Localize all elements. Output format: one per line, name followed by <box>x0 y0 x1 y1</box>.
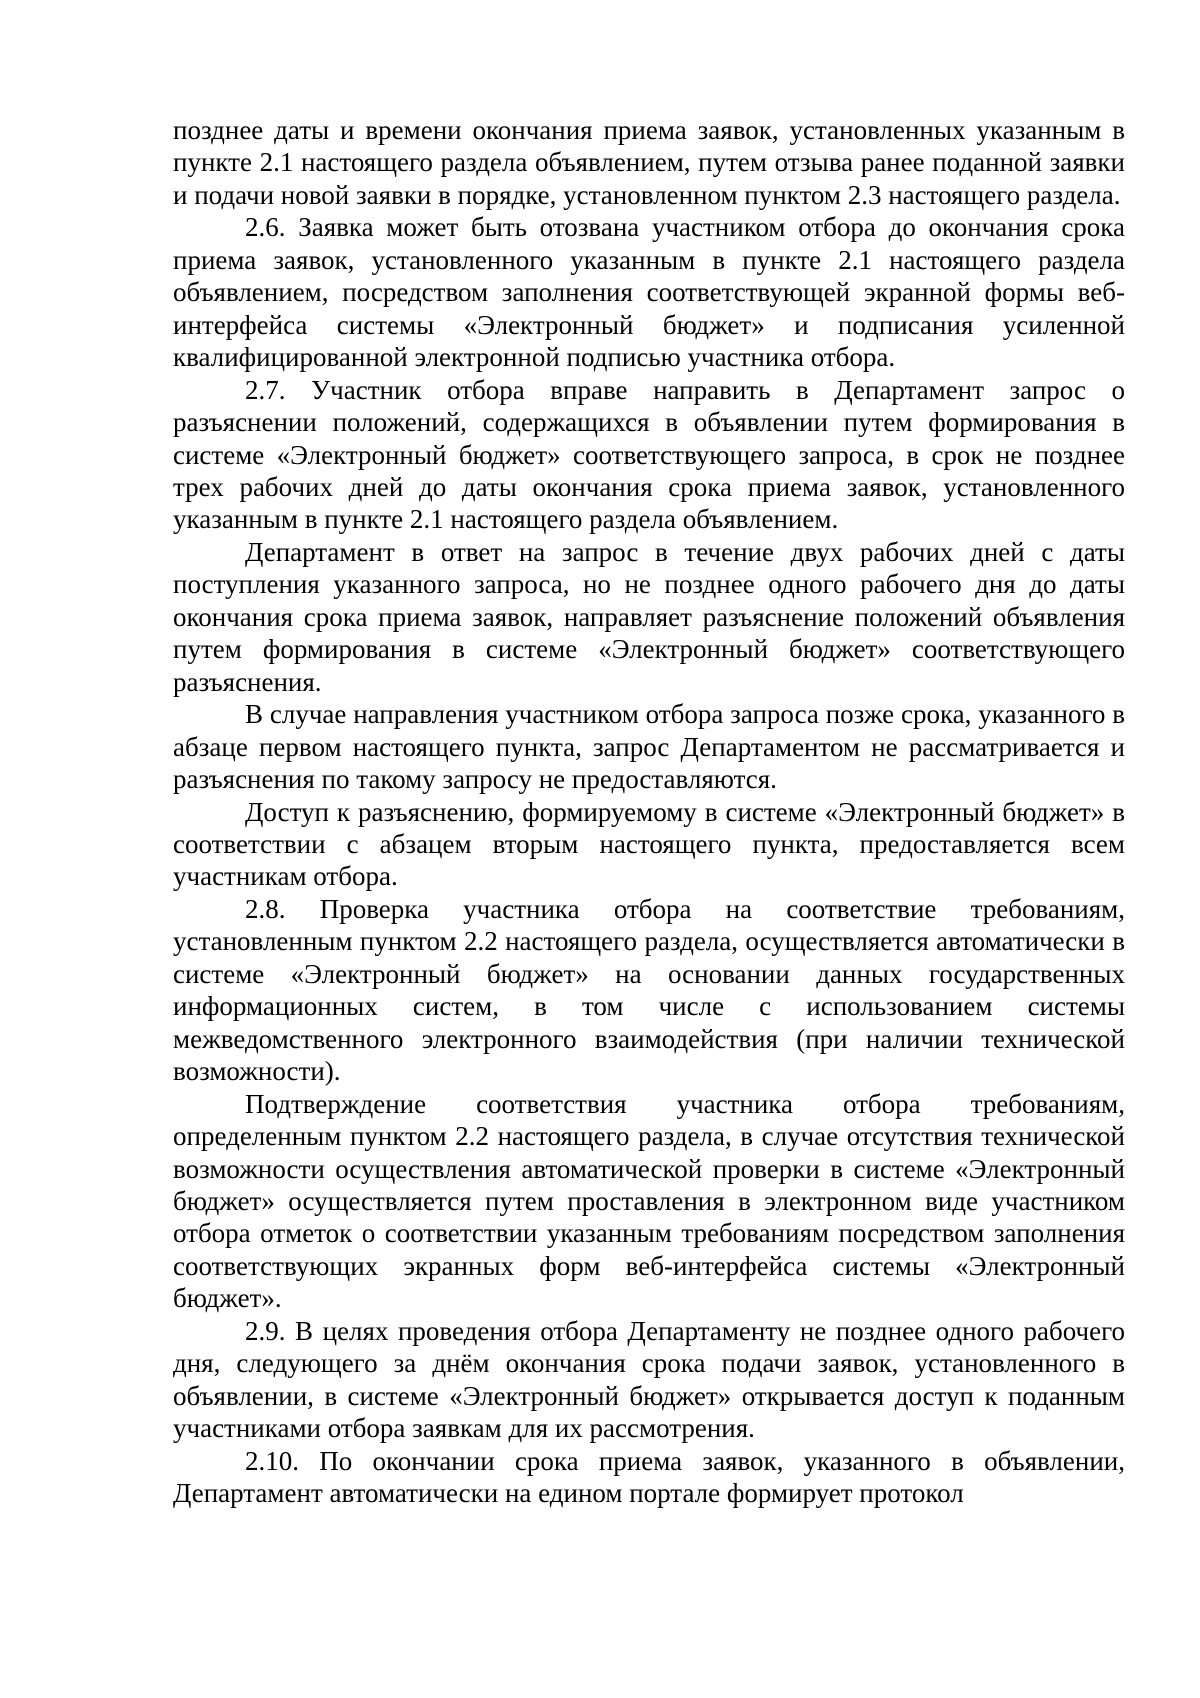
paragraph-2-8: 2.8. Проверка участника отбора на соответствие требованиям, установленным пунктом 2.2 настоящего раздела, осуществляется автоматически в системе «Электронный бюджет» на основании данных государственных информационных систем, в том числе с использованием системы межведомственного электронного взаимодействия (при наличии технической возможности). <box>173 893 1125 1087</box>
paragraph-2-6: 2.6. Заявка может быть отозвана участником отбора до окончания срока приема заявок, установленного указанным в пункте 2.1 настоящего раздела объявлением, посредством заполнения соответствующей экранной формы веб-интерфейса системы «Электронный бюджет» и подписания усиленной квалифицированной электронной подписью участника отбора. <box>173 212 1125 373</box>
paragraph-2-7: 2.7. Участник отбора вправе направить в Департамент запрос о разъяснении положений, содержащихся в объявлении путем формирования в системе «Электронный бюджет» соответствующего запроса, в срок не позднее трех рабочих дней до даты окончания срока приема заявок, установленного указанным в пункте 2.1 настоящего раздела объявлением. <box>173 374 1125 535</box>
paragraph-continuation: позднее даты и времени окончания приема заявок, установленных указанным в пункте 2.1 настоящего раздела объявлением, путем отзыва ранее поданной заявки и подачи новой заявки в порядке, установленном пунктом 2.3 настоящего раздела. <box>173 115 1125 210</box>
paragraph-confirmation: Подтверждение соответствия участника отбора требованиям, определенным пунктом 2.2 настоящего раздела, в случае отсутствия технической возможности осуществления автоматической проверки в системе «Электронный бюджет» осуществляется путем проставления в электронном виде участником отбора отметок о соответствии указанным требованиям посредством заполнения соответствующих экранных форм веб-интерфейса системы «Электронный бюджет». <box>173 1088 1125 1314</box>
paragraph-2-9: 2.9. В целях проведения отбора Департаменту не позднее одного рабочего дня, следующего за днём окончания срока подачи заявок, установленного в объявлении, в системе «Электронный бюджет» открывается доступ к поданным участниками отбора заявкам для их рассмотрения. <box>173 1315 1125 1444</box>
paragraph-late-request: В случае направления участником отбора запроса позже срока, указанного в абзаце первом настоящего пункта, запрос Департаментом не рассматривается и разъяснения по такому запросу не предоставляются. <box>173 699 1125 795</box>
paragraph-access-clarification: Доступ к разъяснению, формируемому в системе «Электронный бюджет» в соответствии с абзацем вторым настоящего пункта, предоставляется всем участникам отбора. <box>173 796 1125 892</box>
paragraph-department-response: Департамент в ответ на запрос в течение двух рабочих дней с даты поступления указанного запроса, но не позднее одного рабочего дня до даты окончания срока приема заявок, направляет разъяснение положений объявления путем формирования в системе «Электронный бюджет» соответствующего разъяснения. <box>173 536 1125 697</box>
paragraph-2-10: 2.10. По окончании срока приема заявок, указанного в объявлении, Департамент автоматически на едином портале формирует протокол <box>173 1445 1125 1509</box>
document-body <box>173 114 1125 1509</box>
